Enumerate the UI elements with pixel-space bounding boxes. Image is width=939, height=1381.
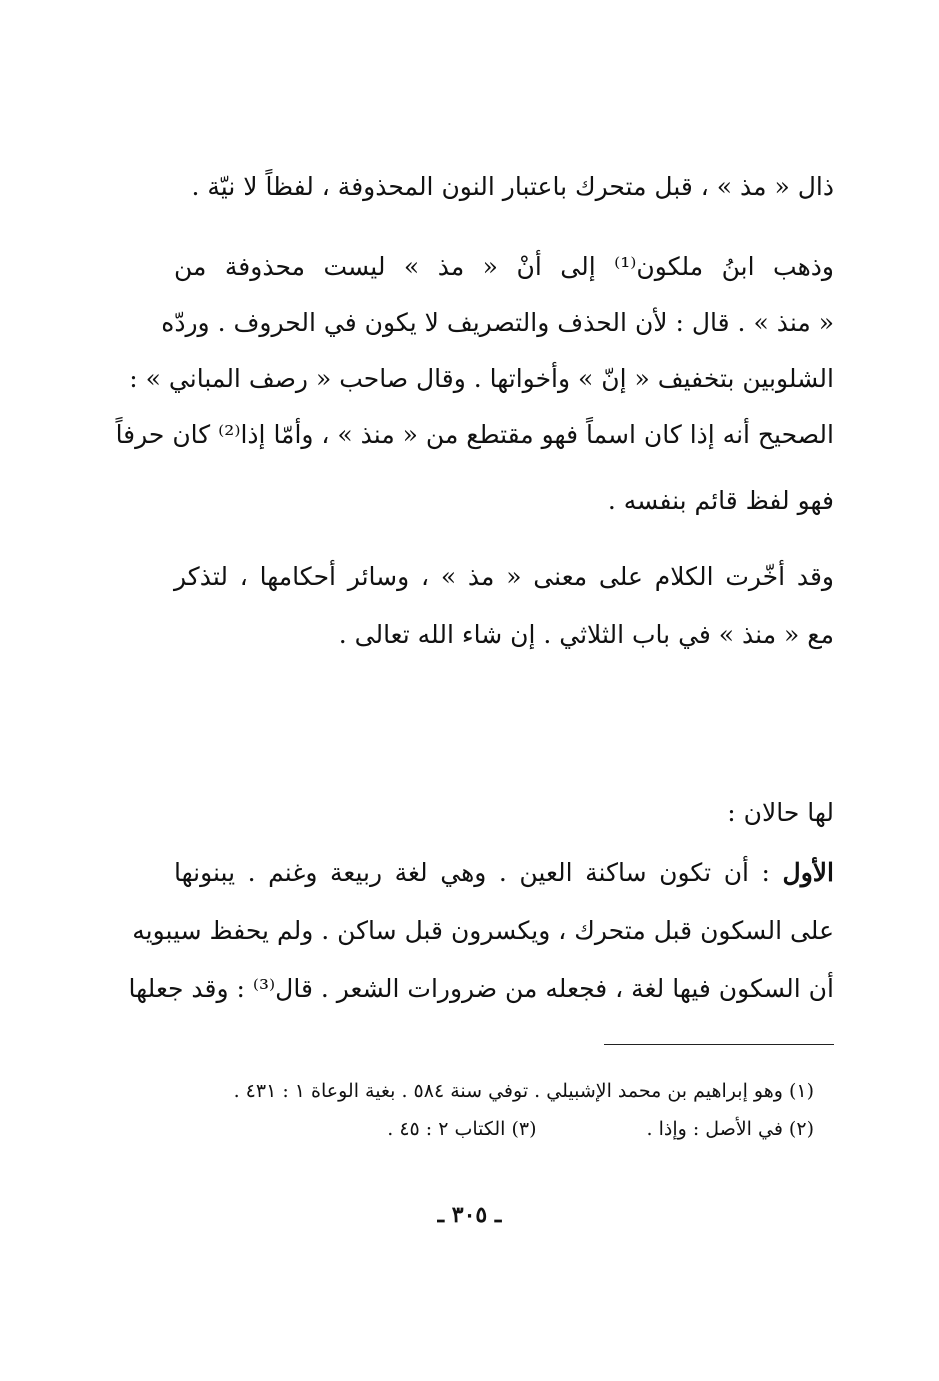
text-line: « منذ » . قال : لأن الحذف والتصريف لا يكون في الحروف . وردّه <box>161 308 834 337</box>
footnote: (١) وهو إبراهيم بن محمد الإشبيلي . توفي سنة ٥٨٤ . بغية الوعاة ١ : ٤٣١ . <box>233 1080 814 1102</box>
footnote-line <box>174 1116 814 1142</box>
text-line <box>174 856 834 890</box>
text-line: وذهب ابنُ ملكون⁽¹⁾ إلى أنْ « مذ » ليست محذوفة من <box>174 252 834 281</box>
text-line: لها حالان : <box>727 798 834 827</box>
text-line: مع « منذ » في باب الثلاثي . إن شاء الله تعالى . <box>338 620 834 649</box>
footnote: (٣) الكتاب ٢ : ٤٥ . <box>387 1118 537 1140</box>
footnote: (٢) في الأصل : وإذا . <box>646 1118 814 1140</box>
text-line: أن السكون فيها لغة ، فجعله من ضرورات الشعر . قال⁽³⁾ : وقد جعلها <box>128 974 834 1003</box>
text-line: ذال « مذ » ، قبل متحرك باعتبار النون المحذوفة ، لفظاً لا نيّة . <box>191 172 834 201</box>
lead-word: الأول <box>782 858 834 887</box>
text-line: فهو لفظ قائم بنفسه . <box>607 486 834 515</box>
line-rest: : أن تكون ساكنة العين . وهي لغة ربيعة وغنم . يبنونها <box>174 858 783 887</box>
text-line: الصحيح أنه إذا كان اسماً فهو مقتطع من « منذ » ، وأمّا إذا⁽²⁾ كان حرفاً <box>115 420 834 449</box>
text-line: على السكون قبل متحرك ، ويكسرون قبل ساكن . ولم يحفظ سيبويه <box>132 916 834 945</box>
footnote-separator <box>604 1044 834 1045</box>
page-number: ـ ٣٠٥ ـ <box>437 1202 502 1228</box>
text-line: الشلوبين بتخفيف « إنّ » وأخواتها . وقال صاحب « رصف المباني » : <box>129 364 834 393</box>
text-line: وقد أخّرت الكلام على معنى « مذ » ، وسائر أحكامها ، لتذكر <box>174 562 834 591</box>
